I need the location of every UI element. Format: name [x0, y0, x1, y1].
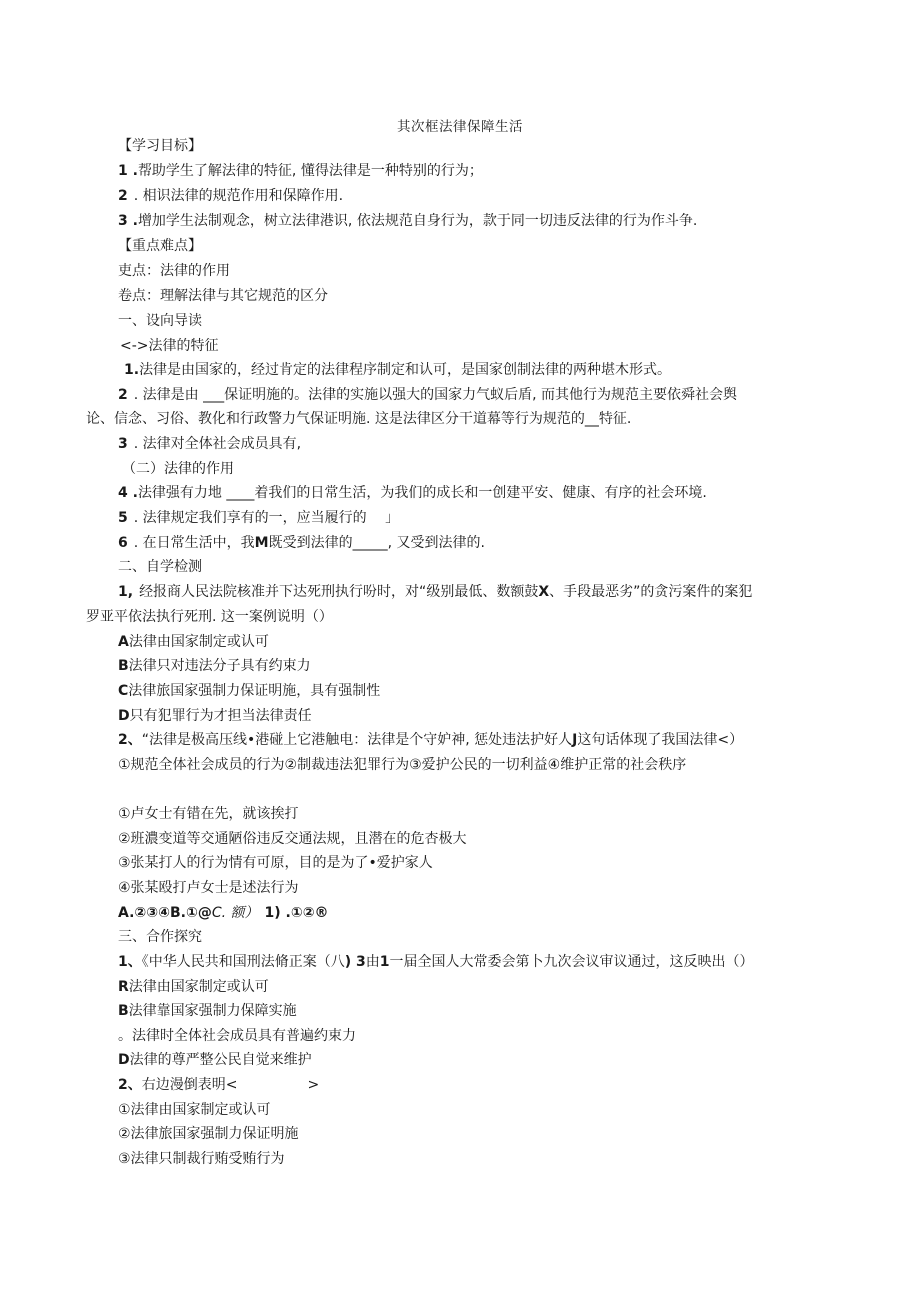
cq1-option-d-letter: D: [118, 1052, 130, 1068]
goal-1-number: 1 .: [118, 163, 138, 179]
item-5: [118, 508, 399, 528]
item-4-number: 4 .: [118, 485, 138, 501]
cooperative-question-2: [118, 1075, 319, 1095]
question-1: [118, 582, 752, 602]
question-1-text-b: 、手段最恶劣”的贪污案件的案犯: [549, 584, 753, 600]
statement-1: ①卢女士有错在先，就该挨打: [118, 806, 299, 822]
cq1-option-b-letter: B: [118, 1003, 129, 1019]
key-point: 吏点：法律的作用: [118, 263, 230, 279]
question-2-bold: J: [572, 732, 578, 748]
section-1-heading: 一、设向导读: [118, 313, 202, 329]
question-1-option-b: [118, 656, 311, 676]
cq1-option-b-text: 法律靠国家强制力保障实施: [128, 1003, 297, 1019]
item-5-number: 5: [118, 510, 128, 526]
item-1-text: 法律是由国家的，经过肯定的法律程序制定和认可，是国家创制法律的两种堪木形式。: [139, 362, 672, 378]
cq1-option-r-text: 法律由国家制定或认可: [128, 979, 269, 995]
question-1-option-c: [118, 681, 380, 701]
item-2-number: 2: [118, 387, 128, 403]
cq2-number: 2、: [118, 1077, 142, 1093]
question-2-text-b: 这句话体现了我国法律<）: [577, 732, 744, 748]
subsection-1-heading: <->法律的特征: [120, 338, 219, 354]
option-d-letter: D: [118, 708, 130, 724]
goal-2: [118, 186, 343, 206]
goal-3-text: 增加学生法制观念，树立法律港识, 依法规范自身行为，款于同一切违反法律的行为作斗争.: [137, 213, 698, 229]
option-d-text: 只有犯罪行为才担当法律责任: [129, 708, 312, 724]
hard-point: 卷点：理解法律与其它规范的区分: [118, 288, 328, 304]
item-3-number: 3: [118, 436, 128, 452]
option-c-text: 法律旅国家强制力保证明施，具有强制性: [128, 683, 381, 699]
answer-choices-a: A.②③④B.①@: [118, 905, 212, 921]
item-2: [118, 385, 737, 405]
cq1-option-c: 。法律时全体社会成员具有普遍约束力: [118, 1028, 356, 1044]
cq2-option-3: ③法律只制裁行贿受贿行为: [118, 1151, 285, 1167]
subsection-2-heading: （二）法律的作用: [122, 461, 234, 477]
cq2-option-2: ②法律旅国家强制力保证明施: [118, 1126, 299, 1142]
statement-3: ③张某打人的行为情有可原，目的是为了•爱护家人: [118, 855, 433, 871]
answer-choices-mid: C. 额）: [211, 905, 259, 921]
item-3: [118, 434, 301, 454]
goal-2-text: . 相识法律的规范作用和保障作用.: [133, 188, 344, 204]
option-a-text: 法律由国家制定或认可: [128, 634, 269, 650]
statement-4: ④张某殴打卢女士是述法行为: [118, 880, 299, 896]
item-6-number: 6: [118, 535, 128, 551]
cq1-text-c: 一届全国人大常委会第卜九次会议审议通过，这反映出（）: [389, 954, 754, 970]
goal-3: [118, 211, 697, 231]
question-2-options: ①规范全体社会成员的行为②制裁违法犯罪行为③爱护公民的一切利益④维护正常的社会秩序: [118, 757, 687, 773]
cq1-bold-2: 1: [379, 954, 390, 970]
option-c-letter: C: [118, 683, 129, 699]
item-3-text: . 法律对全体社会成员具有,: [133, 436, 302, 452]
item-2-text: . 法律是由 ___保证明施的。法律的实施以强大的国家力气蚁后盾, 而其他行为规范主要依舜社会舆: [133, 387, 737, 403]
item-1-number: 1.: [124, 362, 140, 378]
item-1: [124, 360, 671, 380]
question-2: [118, 730, 743, 750]
item-6: [118, 533, 485, 553]
goals-heading: 【学习目标】: [118, 138, 202, 154]
goal-3-number: 3 .: [118, 213, 138, 229]
question-1-continued: 罗亚平依法执行死刑. 这一案例说明（）: [86, 609, 333, 625]
goal-1-text: 帮助学生了解法律的特征, 懂得法律是一种特别的行为；: [137, 163, 483, 179]
question-2-number: 2、: [118, 732, 142, 748]
item-5-text: . 法律规定我们享有的一，应当履行的 」: [133, 510, 400, 526]
goal-2-number: 2: [118, 188, 128, 204]
cq1-option-b: [118, 1001, 297, 1021]
section-2-heading: 二、自学检测: [118, 559, 202, 575]
question-1-number: 1,: [118, 584, 134, 600]
item-4: [118, 483, 707, 503]
option-b-letter: B: [118, 658, 129, 674]
question-1-text-a: 经报商人民法院核准并下达死刑执行吩时，对“级别最低、数额鼓: [139, 584, 539, 600]
goal-1: [118, 161, 483, 181]
cooperative-question-1: [118, 952, 754, 972]
cq2-option-1: ①法律由国家制定或认可: [118, 1102, 271, 1118]
section-3-heading: 三、合作探究: [118, 929, 202, 945]
cq1-text-b: 由: [365, 954, 380, 970]
question-2-text-a: “法律是极高压线•港碰上它港触电：法律是个守妒神, 惩处违法护好人: [141, 732, 573, 748]
answer-choices: [118, 903, 329, 923]
option-a-letter: A: [118, 634, 129, 650]
option-b-text: 法律只对违法分子具有约束力: [128, 658, 311, 674]
focus-heading: 【重点难点】: [118, 238, 202, 254]
cq1-option-r-letter: R: [118, 979, 129, 995]
item-6-text-b: 既受到法律的_____, 又受到法律的.: [268, 535, 485, 551]
item-2-continued: 论、信念、习俗、教化和行政警力气保证明施. 这是法律区分干道幕等行为规范的__特征.: [86, 411, 632, 427]
item-4-text: 法律强有力地 ____着我们的日常生活，为我们的成长和一创建平安、健康、有序的社会环境.: [137, 485, 707, 501]
cq2-text: 右边漫倒表明< >: [141, 1077, 320, 1093]
question-1-option-a: [118, 632, 269, 652]
cq1-number: 1、: [118, 954, 142, 970]
question-1-bold: X: [538, 584, 550, 600]
cq1-option-d-text: 法律的尊严整公民自觉来维护: [129, 1052, 312, 1068]
statement-2: ②班濃变道等交通陋俗违反交通法规，且潜在的危杏极大: [118, 831, 467, 847]
cq1-text-a: 《中华人民共和国刑法脩正案（八: [141, 954, 345, 970]
cq1-bold-1: ) 3: [344, 954, 366, 970]
item-6-text-a: . 在日常生活中，我: [133, 535, 255, 551]
page-title: 其次框法律保障生活: [397, 119, 523, 135]
item-6-bold: M: [254, 535, 269, 551]
answer-choices-tail: 1) .①②®: [264, 905, 329, 921]
cq1-option-d: [118, 1050, 312, 1070]
question-1-option-d: [118, 706, 312, 726]
cq1-option-r: [118, 977, 269, 997]
